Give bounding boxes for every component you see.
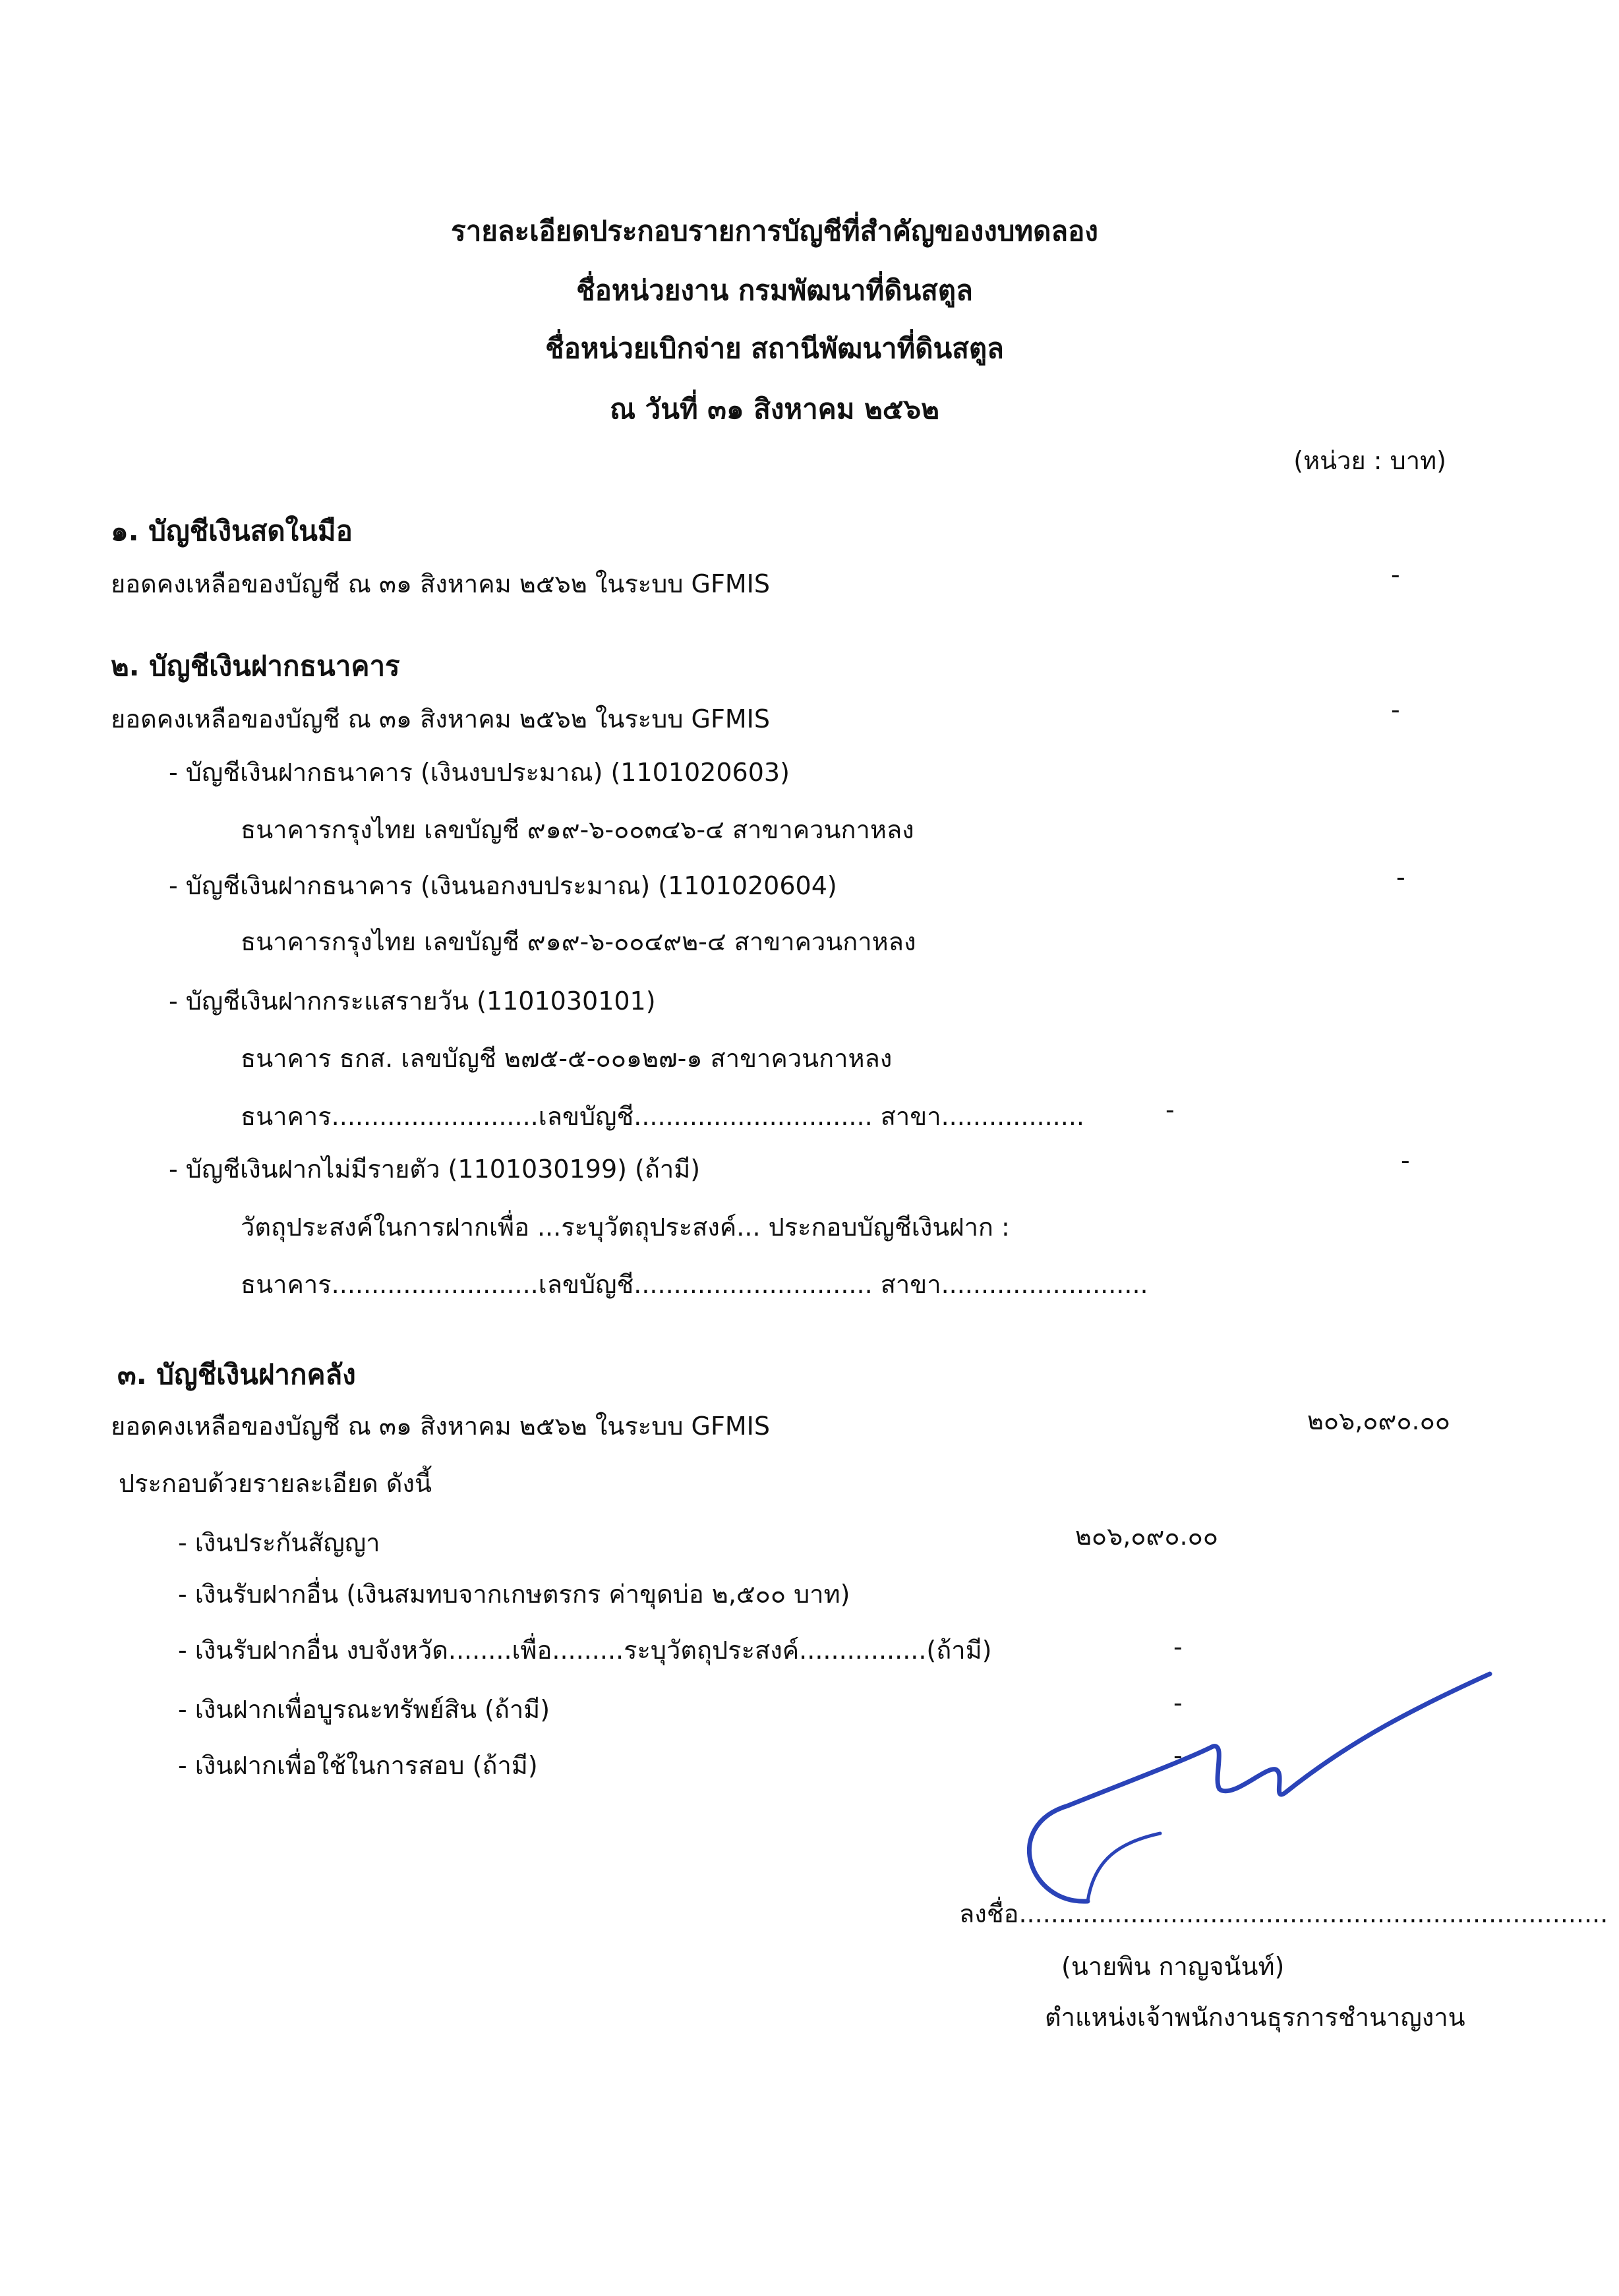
disbursing-unit-name: ชื่อหน่วยเบิกจ่าย สถานีพัฒนาที่ดินสตูล bbox=[545, 332, 1004, 364]
section3-item-value: - bbox=[1173, 1688, 1183, 1717]
section3-balance-label: ยอดคงเหลือของบัญชี ณ ๓๑ สิงหาคม ๒๕๖๒ ในระบบ GFMIS bbox=[111, 1412, 770, 1441]
section3-balance-value: ๒๐๖,๐๙๐.๐๐ bbox=[1307, 1406, 1450, 1435]
section1-balance-label: ยอดคงเหลือของบัญชี ณ ๓๑ สิงหาคม ๒๕๖๒ ในระบบ GFMIS bbox=[111, 569, 770, 598]
section2-item4-purpose: วัตถุประสงค์ในการฝากเพื่อ ...ระบุวัตถุประสงค์... ประกอบบัญชีเงินฝาก : bbox=[241, 1213, 1010, 1242]
section3-item-label: - เงินรับฝากอื่น งบจังหวัด........เพื่อ.........ระบุวัตถุประสงค์................(ถ้ามี) bbox=[178, 1636, 992, 1665]
section2-item1-label: - บัญชีเงินฝากธนาคาร (เงินงบประมาณ) (1101020603) bbox=[169, 758, 790, 787]
section2-item2-detail: ธนาคารกรุงไทย เลขบัญชี ๙๑๙-๖-๐๐๔๙๒-๔ สาขาควนกาหลง bbox=[241, 927, 916, 956]
agency-name: ชื่อหน่วยงาน กรมพัฒนาที่ดินสตูล bbox=[576, 274, 973, 306]
document-title: รายละเอียดประกอบรายการบัญชีที่สำคัญของงบทดลอง bbox=[451, 215, 1098, 247]
signature-stroke bbox=[1088, 1833, 1160, 1901]
section3-item-value: - bbox=[1173, 1741, 1183, 1770]
section1-heading: ๑. บัญชีเงินสดในมือ bbox=[111, 515, 353, 547]
section3-item-label: - เงินประกันสัญญา bbox=[178, 1528, 380, 1557]
section1-balance-value: - bbox=[1391, 560, 1400, 589]
section2-item3-detail: ธนาคาร ธกส. เลขบัญชี ๒๗๕-๕-๐๐๑๒๗-๑ สาขาควนกาหลง bbox=[241, 1044, 893, 1073]
section3-item-value: - bbox=[1173, 1632, 1183, 1661]
section3-detail-intro: ประกอบด้วยรายละเอียด ดังนี้ bbox=[119, 1469, 432, 1498]
section2-item3-label: - บัญชีเงินฝากกระแสรายวัน (1101030101) bbox=[169, 987, 656, 1016]
section2-item1-detail: ธนาคารกรุงไทย เลขบัญชี ๙๑๙-๖-๐๐๓๔๖-๔ สาขาควนกาหลง bbox=[241, 815, 914, 844]
signer-name: (นายพิน กาญจนันท์) bbox=[1061, 1952, 1285, 1981]
section2-item3-blank-line: ธนาคาร..........................เลขบัญชี.............................. สาขา.................. bbox=[241, 1102, 1084, 1131]
section3-item-label: - เงินรับฝากอื่น (เงินสมทบจากเกษตรกร ค่าขุดบ่อ ๒,๕๐๐ บาท) bbox=[178, 1580, 850, 1609]
section2-item4-blank-line: ธนาคาร..........................เลขบัญชี.............................. สาขา.......................... bbox=[241, 1270, 1148, 1299]
section2-item2-label: - บัญชีเงินฝากธนาคาร (เงินนอกงบประมาณ) (1101020604) bbox=[169, 871, 837, 900]
section3-item-label: - เงินฝากเพื่อใช้ในการสอบ (ถ้ามี) bbox=[178, 1751, 538, 1780]
section2-balance-label: ยอดคงเหลือของบัญชี ณ ๓๑ สิงหาคม ๒๕๖๒ ในระบบ GFMIS bbox=[111, 704, 770, 733]
section2-balance-value: - bbox=[1391, 695, 1400, 724]
section2-item3-blank-value: - bbox=[1165, 1095, 1175, 1124]
as-of-date: ณ วันที่ ๓๑ สิงหาคม ๒๕๖๒ bbox=[610, 393, 939, 425]
section2-item2-value: - bbox=[1396, 863, 1405, 892]
section2-item4-value: - bbox=[1401, 1146, 1410, 1175]
section3-item-label: - เงินฝากเพื่อบูรณะทรัพย์สิน (ถ้ามี) bbox=[178, 1695, 550, 1724]
signer-position: ตำแหน่งเจ้าพนักงานธุรการชำนาญงาน bbox=[1045, 2003, 1465, 2032]
unit-note: (หน่วย : บาท) bbox=[1293, 446, 1446, 475]
section3-item-value: ๒๐๖,๐๙๐.๐๐ bbox=[1074, 1522, 1218, 1551]
sign-line: ลงชื่อ.......................................................................... bbox=[959, 1899, 1608, 1928]
section2-heading: ๒. บัญชีเงินฝากธนาคาร bbox=[111, 650, 400, 682]
section3-heading: ๓. บัญชีเงินฝากคลัง bbox=[117, 1358, 356, 1391]
section2-item4-label: - บัญชีเงินฝากไม่มีรายตัว (1101030199) (ถ้ามี) bbox=[169, 1155, 701, 1184]
